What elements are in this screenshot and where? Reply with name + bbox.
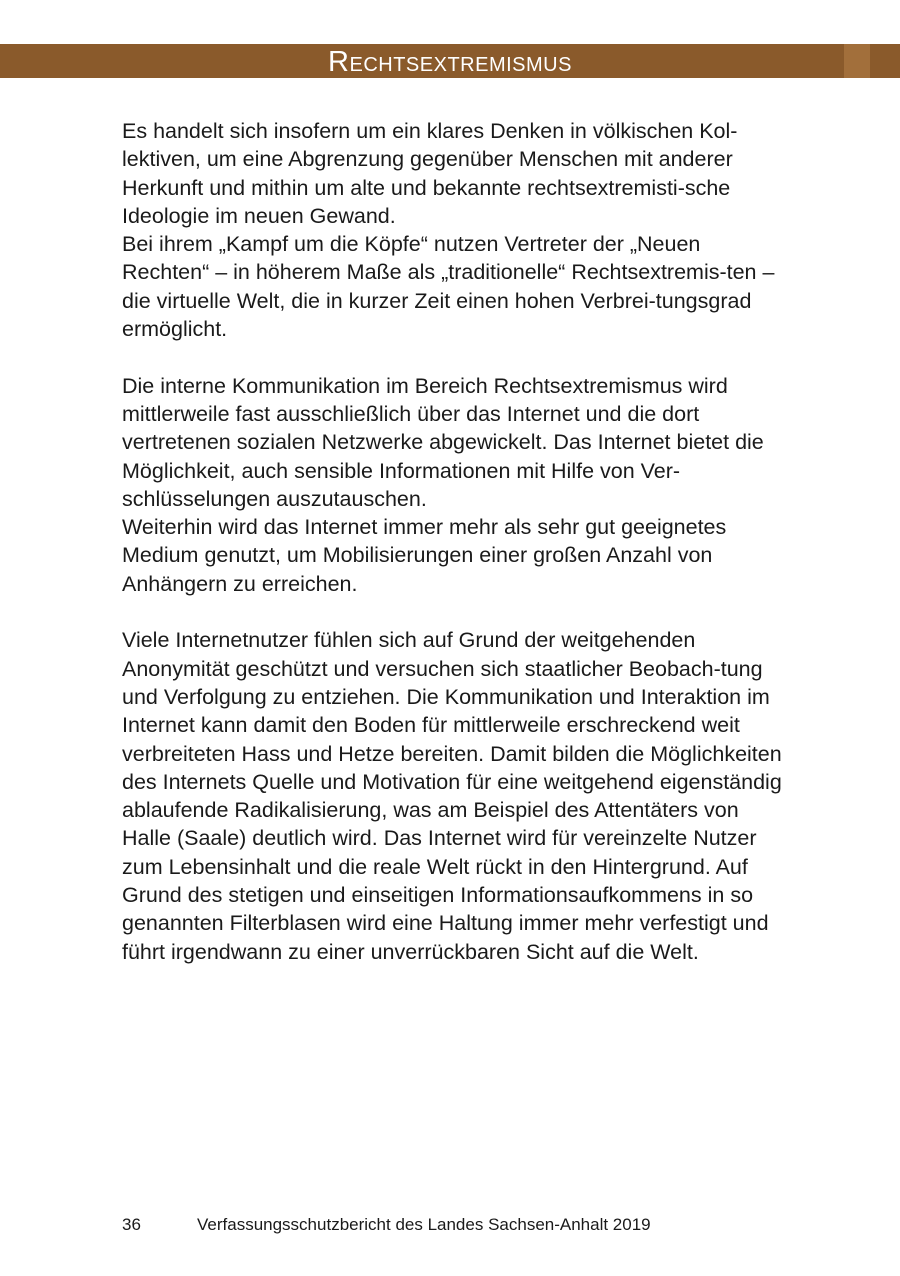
page-title: Rechtsextremismus: [328, 46, 572, 78]
paragraph: Viele Internetnutzer fühlen sich auf Grund der weitgehenden Anonymität geschützt und versuchen sich staatlicher Beobach-tung und Verfolgung zu entziehen. Die Kommunikation und Interaktion im Internet kann damit den Boden für mittlerweile erschreckend weit verbreiteten Hass und Hetze bereiten. Damit bilden die Möglichkeiten des Internets Quelle und Motivation für eine weitgehend eigenständig ablaufende Radikalisierung, was am Beispiel des Attentäters von Halle (Saale) deutlich wird. Das Internet wird für vereinzelte Nutzer zum Lebensinhalt und die reale Welt rückt in den Hintergrund. Auf Grund des stetigen und einseitigen Informationsaufkommens in so genannten Filterblasen wird eine Haltung immer mehr verfestigt und führt irgendwann zu einer unverrückbaren Sicht auf die Welt.: [122, 628, 782, 964]
publication-title: Verfassungsschutzbericht des Landes Sachsen-Anhalt 2019: [197, 1215, 651, 1234]
paragraph-gap: [122, 598, 782, 626]
paragraph-gap: [122, 343, 782, 371]
page-footer: [122, 1213, 651, 1237]
paragraph: Es handelt sich insofern um ein klares Denken in völkischen Kol-lektiven, um eine Abgrenzung gegenüber Menschen mit anderer Herkunft und mithin um alte und bekannte rechtsextremisti-sche Ideologie im neuen Gewand.: [122, 119, 738, 228]
paragraph: Bei ihrem „Kampf um die Köpfe“ nutzen Vertreter der „Neuen Rechten“ – in höherem Maße als „traditionelle“ Rechtsextremis-ten – die virtuelle Welt, die in kurzer Zeit einen hohen Verbrei-tungsgrad ermöglicht.: [122, 232, 775, 342]
paragraph: Die interne Kommunikation im Bereich Rechtsextremismus wird mittlerweile fast ausschließlich über das Internet und die dort vertretenen sozialen Netzwerke abgewickelt. Das Internet bietet die Möglichkeit, auch sensible Informationen mit Hilfe von Ver-schlüsselungen auszutauschen.: [122, 373, 764, 511]
page-number: 36: [122, 1215, 141, 1234]
body-text: [122, 117, 782, 966]
paragraph: Weiterhin wird das Internet immer mehr als sehr gut geeignetes Medium genutzt, um Mobilisierungen einer großen Anzahl von Anhängern zu erreichen.: [122, 515, 727, 596]
